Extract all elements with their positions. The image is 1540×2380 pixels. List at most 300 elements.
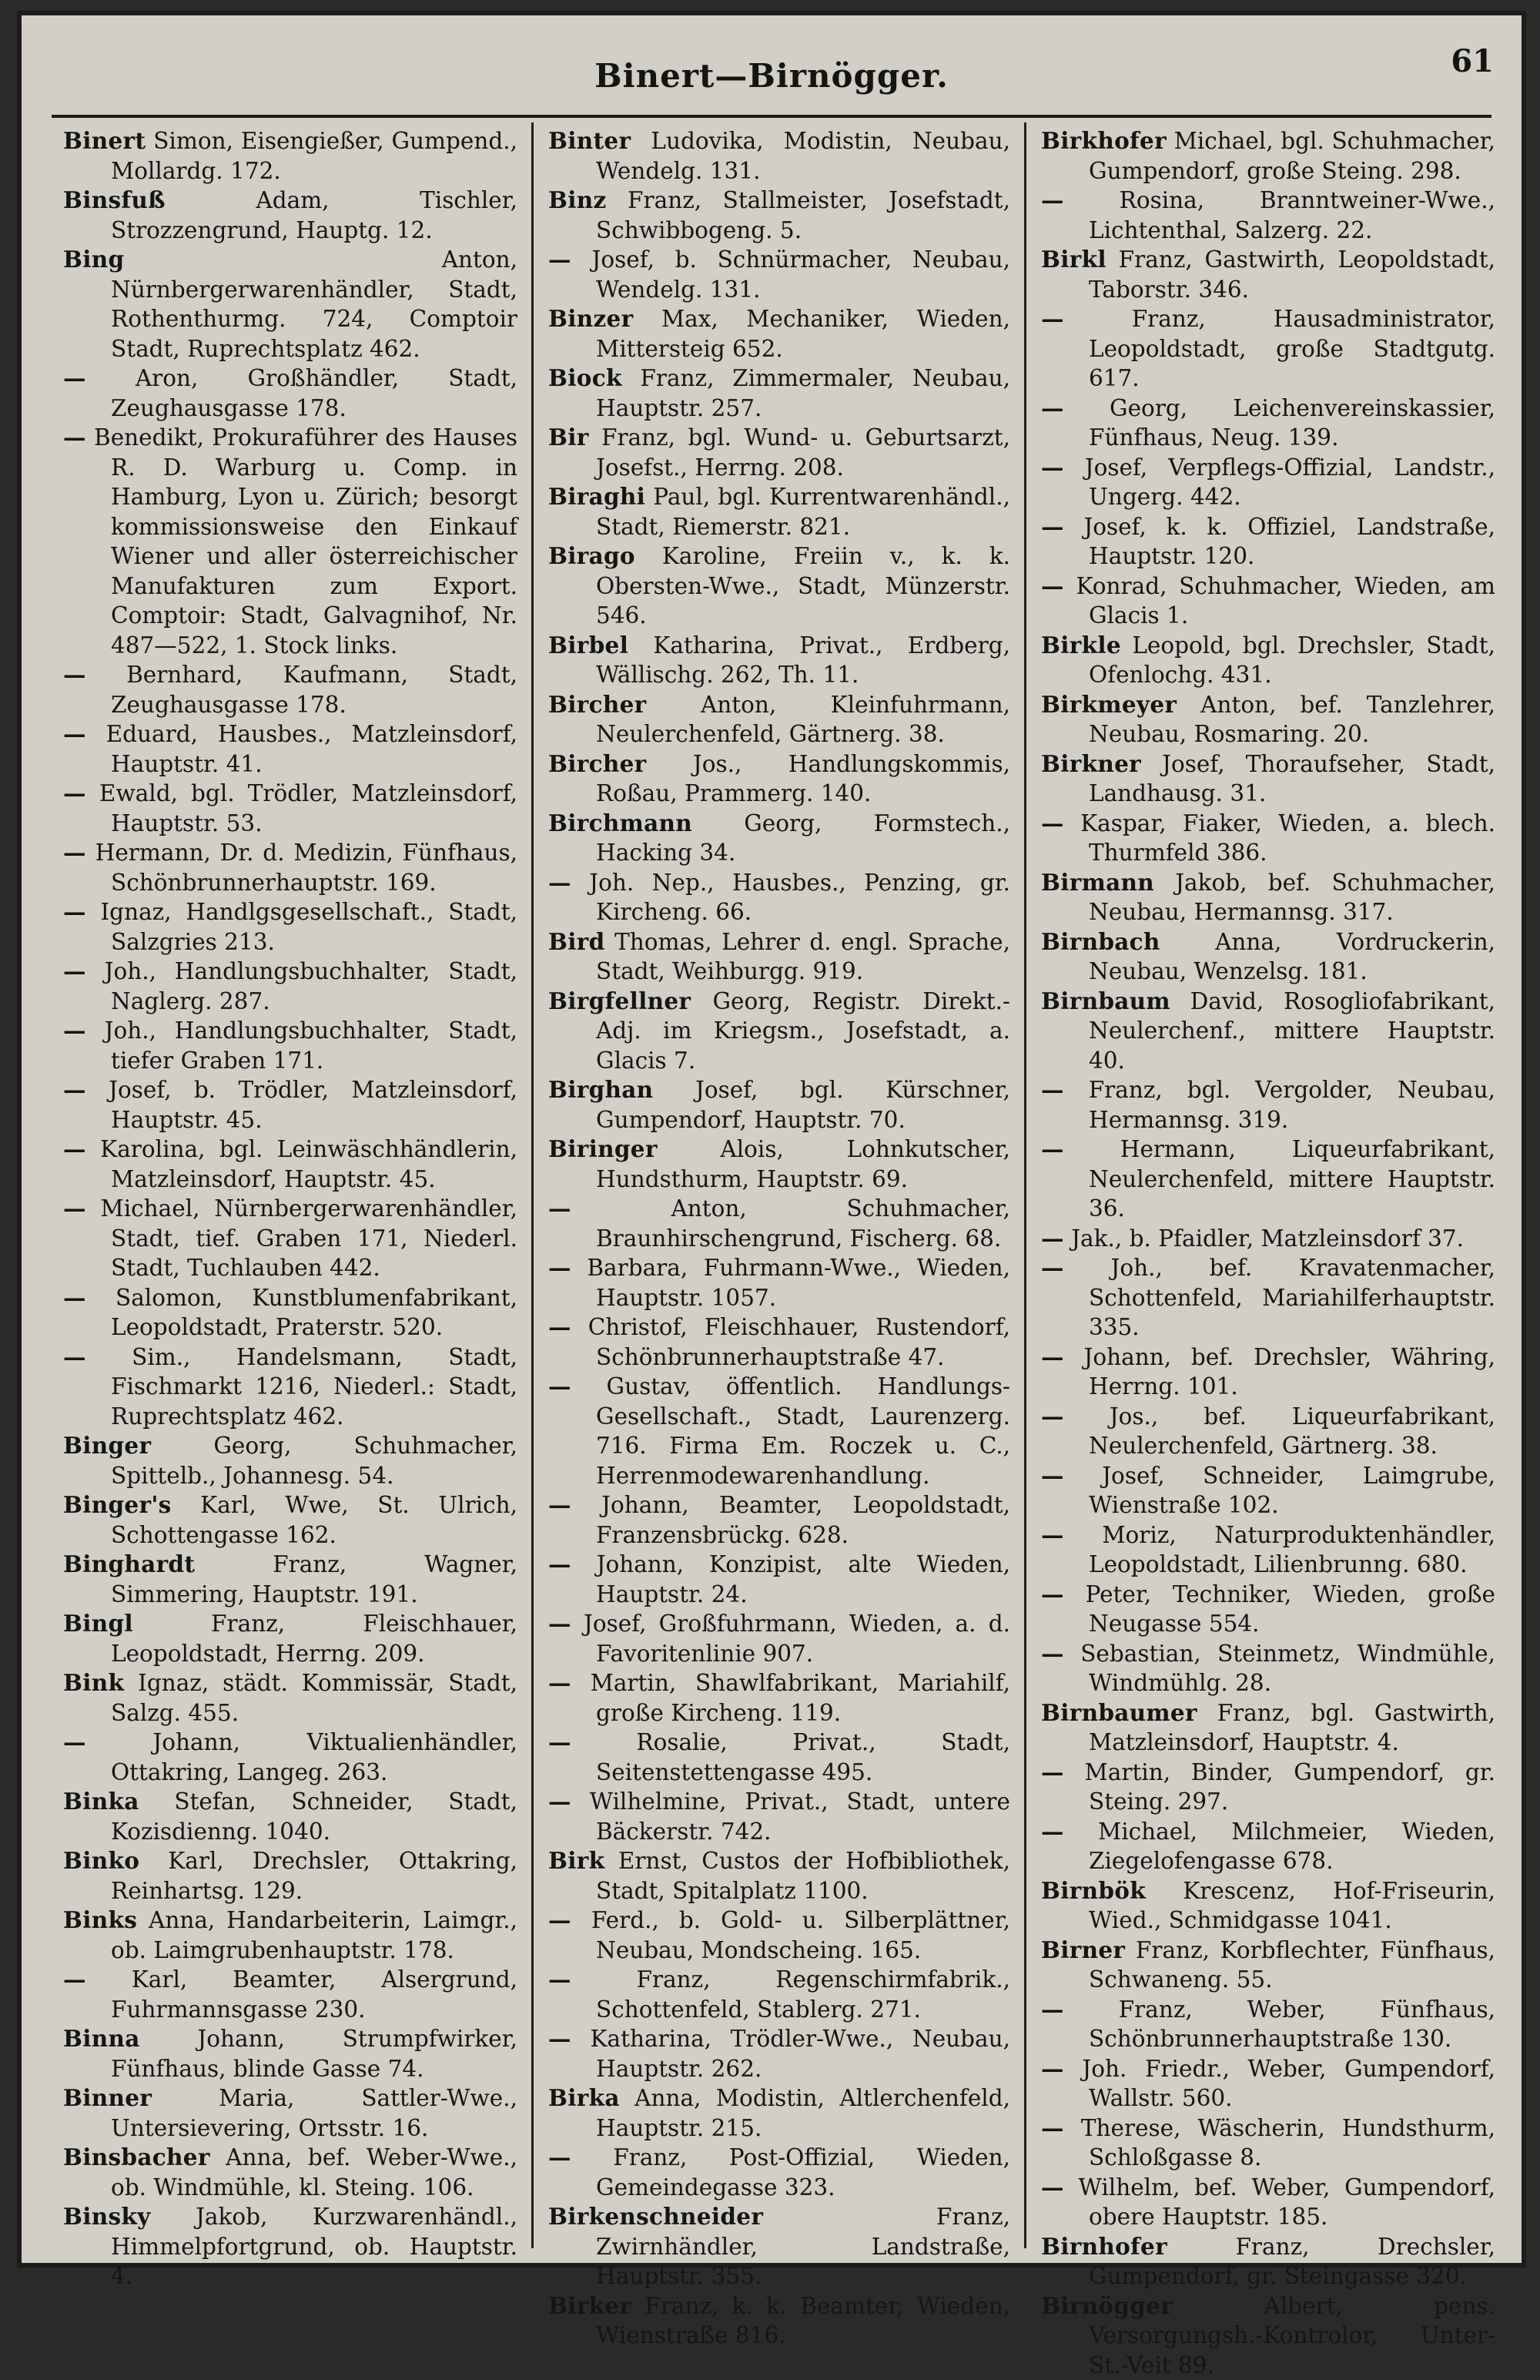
entry-surname: — [1041,1403,1064,1430]
entry-surname: Birnbök [1041,1877,1146,1904]
entry-surname: Birago [548,542,635,569]
entry-details: Franz, bgl. Gastwirth, Matzleinsdorf, Hauptstr. 4. [1089,1700,1495,1756]
entry-surname: — [63,1966,86,1993]
directory-entry [548,1135,1010,1194]
entry-surname: — [548,1788,571,1815]
entry-details: Joh., bef. Kravatenmacher, Schottenfeld, Mariahilferhauptstr. 335. [1089,1255,1495,1340]
entry-details: Anna, bef. Weber-Wwe., ob. Windmühle, kl. Steing. 106. [111,2144,517,2201]
directory-entry [548,2143,1010,2202]
entry-details: Michael, Milchmeier, Wieden, Ziegelofengasse 678. [1089,1819,1495,1875]
directory-entry [1041,1936,1495,1995]
entry-details: Johann, Strumpfwirker, Fünfhaus, blinde Gasse 74. [111,2026,517,2082]
entry-details: Adam, Tischler, Strozzengrund, Hauptg. 12. [111,187,517,243]
directory-entry [63,1194,517,1283]
directory-entry [63,660,517,719]
directory-entry [548,868,1010,927]
entry-details: Michael, Nürnbergerwarenhändler, Stadt, tief. Graben 171, Niederl. Stadt, Tuchlauben 442. [101,1195,518,1281]
directory-entry [548,1787,1010,1846]
entry-surname: — [548,1966,571,1993]
entry-surname: — [548,1906,571,1933]
directory-entry [1041,631,1495,690]
directory-entry [63,1550,517,1609]
directory-entry [548,2202,1010,2291]
entry-details: Franz, Hausadministrator, Leopoldstadt, große Stadtgutg. 617. [1089,306,1495,391]
entry-details: Albert, pens. Versorgungsh.-Kontrolor, Unter-St.-Veit 89. [1089,2293,1495,2378]
entry-details: Karl, Drechsler, Ottakring, Reinhartsg. 129. [111,1848,517,1904]
entry-surname: Birk [548,1847,604,1874]
entry-surname: — [1041,1996,1064,2023]
entry-details: Barbara, Fuhrmann-Wwe., Wieden, Hauptstr. 1057. [587,1255,1010,1311]
entry-surname: Birbel [548,632,628,659]
entry-details: Gustav, öffentlich. Handlungs-Gesellschaft., Stadt, Laurenzerg. 716. Firma Em. Roczek u. C., Herrenmodewarenhandlung. [596,1373,1010,1489]
entry-details: David, Rosogliofabrikant, Neulerchenf., mittere Hauptstr. 40. [1089,988,1495,1074]
directory-entry [1041,1995,1495,2054]
entry-surname: — [63,424,86,451]
entry-details: Bernhard, Kaufmann, Stadt, Zeughausgasse 178. [111,662,517,718]
column-1 [63,126,517,2244]
directory-entry [1041,245,1495,304]
entry-details: Anna, Handarbeiterin, Laimgr., ob. Laimgrubenhauptstr. 178. [111,1907,517,1963]
entry-surname: — [1041,1640,1064,1667]
entry-details: Karl, Beamter, Alsergrund, Fuhrmannsgasse 230. [111,1966,517,2023]
entry-details: Anton, Kleinfuhrmann, Neulerchenfeld, Gärtnerg. 38. [596,692,1010,748]
directory-entry [548,1550,1010,1609]
entry-surname: Birner [1041,1936,1125,1963]
directory-entry [1041,1758,1495,1817]
entry-surname: Binz [548,186,607,213]
entry-details: Sebastian, Steinmetz, Windmühle, Windmühlg. 28. [1080,1641,1495,1697]
entry-details: Ferd., b. Gold- u. Silberplättner, Neubau, Mondscheing. 165. [591,1907,1010,1963]
directory-entry [63,2202,517,2291]
page-header: Binert—Birnögger. [17,57,1526,95]
entry-surname: Birmann [1041,869,1154,896]
entry-details: Franz, Post-Offizial, Wieden, Gemeindegasse 323. [596,2144,1010,2201]
header-rule [52,115,1491,118]
entry-details: Karolina, bgl. Leinwäschhändlerin, Matzleinsdorf, Hauptstr. 45. [100,1136,517,1192]
entry-details: Alois, Lohnkutscher, Hundsthurm, Hauptstr. 69. [596,1136,1010,1192]
entry-surname: — [548,2144,571,2170]
entry-surname: Birkner [1041,750,1141,777]
directory-entry [63,1283,517,1343]
entry-surname: Binsbacher [63,2144,210,2170]
entry-surname: — [63,839,86,866]
directory-entry [1041,749,1495,809]
directory-entry [63,1135,517,1194]
entry-surname: Birkmeyer [1041,691,1177,718]
entry-details: Kaspar, Fiaker, Wieden, a. blech. Thurmfeld 386. [1080,810,1495,867]
entry-surname: — [63,1195,86,1222]
entry-surname: — [1041,572,1064,599]
entry-details: Peter, Techniker, Wieden, große Neugasse 554. [1086,1581,1495,1638]
directory-entry [1041,1461,1495,1520]
entry-details: Johann, bef. Drechsler, Währing, Herrng. 101. [1084,1344,1495,1400]
entry-surname: — [63,661,86,688]
directory-entry [63,364,517,423]
entry-surname: Birnbach [1041,928,1160,955]
entry-details: Josef, Großfuhrmann, Wieden, a. d. Favoritenlinie 907. [584,1611,1010,1667]
entry-surname: — [548,1669,571,1696]
directory-entry [548,1609,1010,1668]
directory-entry [1041,186,1495,245]
directory-entry [1041,1639,1495,1698]
directory-entry [548,809,1010,868]
entry-details: Georg, Registr. Direkt.-Adj. im Kriegsm., Josefstadt, a. Glacis 7. [596,988,1010,1074]
entry-details: Ewald, bgl. Trödler, Matzleinsdorf, Hauptstr. 53. [99,780,517,836]
entry-details: Benedikt, Prokuraführer des Hauses R. D. Warburg u. Comp. in Hamburg, Lyon u. Zürich; besorgt kommissionsweise den Einkauf Wiener und aller österreichischer Manufakturen zum Export. Comptoir: Stadt, Galvagnihof, Nr. 487—522, 1. Stock links. [94,424,517,659]
entry-surname: — [1041,1343,1064,1370]
entry-details: Sim., Handelsmann, Stadt, Fischmarkt 1216, Niederl.: Stadt, Ruprechtsplatz 462. [111,1344,517,1430]
entry-details: Katharina, Privat., Erdberg, Wällischg. 262, Th. 11. [596,632,1010,689]
directory-entry [63,245,517,364]
entry-surname: Birnhofer [1041,2233,1167,2260]
entry-details: Franz, Gastwirth, Leopoldstadt, Taborstr. 346. [1089,246,1495,303]
entry-surname: Bingl [63,1610,133,1637]
entry-surname: — [63,1135,86,1162]
entry-surname: Binert [63,127,146,154]
directory-entry [1041,2232,1495,2291]
directory-entry [63,1965,517,2024]
directory-entry [548,631,1010,690]
entry-surname: — [1041,1135,1064,1162]
entry-details: Josef, Verpflegs-Offizial, Landstr., Ungerg. 442. [1085,454,1495,511]
directory-entry [63,897,517,957]
entry-surname: — [1041,1076,1064,1103]
entry-surname: Birkle [1041,632,1121,659]
entry-details: Jakob, bef. Schuhmacher, Neubau, Hermannsg. 317. [1089,870,1495,926]
entry-surname: — [1041,1818,1064,1845]
entry-surname: — [1041,394,1064,421]
entry-surname: — [1041,454,1064,481]
entry-surname: — [1041,810,1064,836]
directory-entry [548,1668,1010,1728]
directory-entry [548,690,1010,749]
entry-surname: Bink [63,1669,124,1696]
entry-details: Josef, Schneider, Laimgrube, Wienstraße 102. [1089,1463,1495,1519]
directory-entry [63,1787,517,1846]
entry-details: Katharina, Trödler-Wwe., Neubau, Hauptstr. 262. [590,2026,1010,2082]
directory-entry [548,1906,1010,1965]
entry-surname: Bircher [548,691,647,718]
directory-entry [63,1431,517,1490]
directory-entry [63,126,517,186]
directory-entry [63,1906,517,1965]
entry-details: Christof, Fleischhauer, Rustendorf, Schönbrunnerhauptstraße 47. [588,1314,1010,1370]
directory-entry [548,364,1010,423]
directory-entry [548,987,1010,1076]
directory-entry [548,304,1010,364]
entry-details: Karl, Wwe, St. Ulrich, Schottengasse 162. [111,1492,517,1548]
entry-surname: — [548,869,571,896]
directory-entry [548,2291,1010,2351]
directory-entry [548,1965,1010,2024]
entry-surname: Bing [63,246,124,273]
directory-entry [63,779,517,838]
directory-entry [548,2024,1010,2083]
entry-details: Wilhelmine, Privat., Stadt, untere Bäckerstr. 742. [590,1788,1010,1845]
directory-entry [548,245,1010,304]
directory-entry [1041,572,1495,631]
entry-details: Stefan, Schneider, Stadt, Kozisdienng. 1040. [111,1788,517,1845]
entry-details: Franz, bgl. Vergolder, Neubau, Hermannsg. 319. [1089,1077,1495,1133]
entry-details: Franz, Wagner, Simmering, Hauptstr. 191. [111,1551,517,1607]
entry-surname: Bircher [548,750,647,777]
entry-surname: Birkenschneider [548,2203,763,2230]
entry-details: Martin, Binder, Gumpendorf, gr. Steing. 297. [1085,1759,1495,1815]
entry-details: Georg, Schuhmacher, Spittelb., Johannesg. 54. [111,1433,517,1489]
entry-surname: Birker [548,2292,631,2319]
entry-surname: Binna [63,2025,140,2052]
directory-entry [1041,1343,1495,1402]
directory-entry [63,1609,517,1668]
entry-surname: — [548,1195,571,1222]
directory-entry [1041,1817,1495,1876]
entry-surname: Birkhofer [1041,127,1167,154]
entry-details: Johann, Konzipist, alte Wieden, Hauptstr. 24. [596,1551,1010,1607]
entry-surname: — [63,1017,86,1044]
directory-entry [1041,987,1495,1076]
entry-details: Franz, Korbflechter, Fünfhaus, Schwaneng. 55. [1089,1937,1495,1993]
entry-surname: Birghan [548,1076,653,1103]
entry-details: Thomas, Lehrer d. engl. Sprache, Stadt, Weihburgg. 919. [596,929,1010,985]
entry-surname: — [63,898,86,925]
directory-entry [63,957,517,1016]
directory-entry [548,1253,1010,1312]
directory-entry [1041,126,1495,186]
entry-details: Josef, b. Schnürmacher, Neubau, Wendelg. 131. [592,246,1010,303]
entry-surname: Biock [548,364,622,391]
entry-surname: Biraghi [548,483,645,510]
directory-entry [1041,2173,1495,2232]
entry-surname: — [1041,2174,1064,2201]
entry-surname: Binter [548,127,631,154]
directory-entry [548,186,1010,245]
entry-surname: — [1041,1225,1064,1252]
entry-surname: — [1041,186,1064,213]
entry-surname: Bir [548,424,589,451]
directory-entry [548,1312,1010,1372]
entry-details: Rosalie, Privat., Stadt, Seitenstettengasse 495. [596,1729,1010,1785]
entry-surname: Binger's [63,1491,172,1518]
directory-entry [63,1075,517,1135]
directory-entry [1041,394,1495,453]
directory-entry [63,1343,517,1432]
entry-surname: Birnögger [1041,2292,1173,2319]
entry-surname: — [1041,1758,1064,1785]
column-divider [1024,122,1026,2248]
entry-surname: — [548,1254,571,1281]
entry-surname: Birka [548,2084,620,2111]
entry-details: Anna, Vordruckerin, Neubau, Wenzelsg. 181. [1089,929,1495,985]
directory-entry [63,186,517,245]
entry-details: Martin, Shawlfabrikant, Mariahilf, große Kircheng. 119. [591,1670,1010,1726]
entry-details: Josef, Thoraufseher, Stadt, Landhausg. 31. [1089,751,1495,807]
entry-details: Franz, k. k. Beamter, Wieden, Wienstraße 816. [596,2293,1010,2349]
directory-entry [63,1016,517,1075]
column-3 [1041,126,1495,2244]
entry-details: Eduard, Hausbes., Matzleinsdorf, Hauptstr. 41. [106,721,517,777]
entry-surname: — [63,1284,86,1311]
entry-surname: Birnbaum [1041,987,1170,1014]
entry-details: Michael, bgl. Schuhmacher, Gumpendorf, große Steing. 298. [1089,128,1495,184]
entry-details: Franz, Stallmeister, Josefstadt, Schwibbogeng. 5. [596,187,1010,243]
entry-surname: Birkl [1041,246,1106,273]
entry-details: Franz, Zwirnhändler, Landstraße, Hauptstr. 355. [596,2204,1010,2289]
directory-entry [63,2024,517,2083]
entry-details: Therese, Wäscherin, Hundsthurm, Schloßgasse 8. [1081,2115,1495,2171]
page-number: 61 [1451,43,1494,79]
entry-details: Josef, bgl. Kürschner, Gumpendorf, Hauptstr. 70. [596,1077,1010,1133]
entry-details: Ignaz, Handlgsgesellschaft., Stadt, Salzgries 213. [101,899,517,955]
directory-entry [1041,1698,1495,1758]
directory-entry [1041,2291,1495,2380]
entry-details: Hermann, Liqueurfabrikant, Neulerchenfeld, mittere Hauptstr. 36. [1089,1136,1495,1222]
entry-details: Rosina, Branntweiner-Wwe., Lichtenthal, Salzerg. 22. [1089,187,1495,243]
entry-details: Anton, bef. Tanzlehrer, Neubau, Rosmaring. 20. [1089,692,1495,748]
entry-details: Franz, bgl. Wund- u. Geburtsarzt, Josefst., Herrng. 208. [596,424,1010,481]
entry-details: Wilhelm, bef. Weber, Gumpendorf, obere Hauptstr. 185. [1079,2174,1495,2231]
directory-entry [548,749,1010,809]
entry-surname: — [548,1610,571,1637]
entry-surname: Binks [63,1906,137,1933]
entry-surname: — [1041,2055,1064,2082]
entry-details: Max, Mechaniker, Wieden, Mittersteig 652. [596,306,1010,362]
directory-entry [548,2083,1010,2143]
directory-entry [1041,512,1495,572]
entry-details: Moriz, Naturproduktenhändler, Leopoldstadt, Lilienbrunng. 680. [1089,1522,1495,1578]
directory-entry [548,541,1010,631]
directory-entry [548,1490,1010,1550]
entry-surname: Binka [63,1788,139,1815]
entry-surname: — [63,1076,86,1103]
directory-entry [1041,304,1495,394]
column-2 [548,126,1010,2244]
entry-surname: Birnbaumer [1041,1699,1197,1726]
directory-entry [1041,1402,1495,1461]
entry-details: Ignaz, städt. Kommissär, Stadt, Salzg. 455. [111,1670,517,1726]
directory-entry [548,1372,1010,1490]
entry-details: Franz, Regenschirmfabrik., Schottenfeld, Stablerg. 271. [596,1966,1010,2023]
entry-details: Salomon, Kunstblumenfabrikant, Leopoldstadt, Praterstr. 520. [111,1285,517,1341]
entry-surname: Binner [63,2084,152,2111]
entry-surname: Binzer [548,305,633,332]
entry-surname: — [63,957,86,984]
entry-surname: — [63,1728,86,1755]
directory-entry [63,1668,517,1728]
entry-surname: — [63,720,86,747]
directory-entry [548,1194,1010,1253]
entry-surname: Binghardt [63,1550,195,1577]
entry-details: Joh. Friedr., Weber, Gumpendorf, Wallstr. 560. [1082,2056,1495,2112]
directory-entry [1041,809,1495,868]
entry-details: Franz, Drechsler, Gumpendorf, gr. Steingasse 320. [1089,2234,1495,2290]
directory-entry [1041,1580,1495,1639]
entry-details: Franz, Zimmermaler, Neubau, Hauptstr. 257. [596,365,1010,421]
directory-entry [1041,927,1495,987]
entry-details: Krescenz, Hof-Friseurin, Wied., Schmidgasse 1041. [1089,1878,1495,1934]
entry-surname: — [1041,2114,1064,2141]
column-divider [531,122,534,2248]
entry-surname: — [548,2025,571,2052]
entry-details: Anton, Schuhmacher, Braunhirschengrund, Fischerg. 68. [596,1195,1010,1252]
entry-details: Johann, Beamter, Leopoldstadt, Franzensbrückg. 628. [596,1492,1010,1548]
entry-surname: — [63,1343,86,1370]
entry-details: Leopold, bgl. Drechsler, Stadt, Ofenlochg. 431. [1089,632,1495,689]
entry-surname: — [1041,513,1064,540]
entry-surname: Bird [548,928,605,955]
entry-details: Jos., bef. Liqueurfabrikant, Neulerchenfeld, Gärtnerg. 38. [1089,1403,1495,1460]
directory-entry [63,838,517,897]
directory-entry [63,2143,517,2202]
directory-entry [63,1490,517,1550]
entry-details: Georg, Leichenvereinskassier, Fünfhaus, Neug. 139. [1089,395,1495,451]
directory-entry [63,423,517,660]
entry-surname: — [63,779,86,806]
directory-entry [1041,453,1495,512]
entry-details: Johann, Viktualienhändler, Ottakring, Langeg. 263. [111,1729,517,1785]
entry-details: Karoline, Freiin v., k. k. Obersten-Wwe., Stadt, Münzerstr. 546. [596,543,1010,629]
entry-surname: — [1041,305,1064,332]
directory-entry [63,1728,517,1787]
entry-surname: — [548,1313,571,1340]
entry-details: Maria, Sattler-Wwe., Untersievering, Ortsstr. 16. [111,2085,517,2141]
directory-entry [1041,868,1495,927]
entry-surname: — [548,1728,571,1755]
directory-page [17,11,1526,2268]
entry-details: Franz, Fleischhauer, Leopoldstadt, Herrng. 209. [111,1611,517,1667]
entry-details: Jakob, Kurzwarenhändl., Himmelpfortgrund, ob. Hauptstr. 4. [111,2204,517,2289]
entry-surname: — [1041,1581,1064,1607]
entry-details: Aron, Großhändler, Stadt, Zeughausgasse 178. [111,365,517,421]
entry-details: Jos., Handlungskommis, Roßau, Prammerg. 140. [596,751,1010,807]
directory-entry [63,2083,517,2143]
directory-entry [1041,2114,1495,2173]
directory-entry [548,1075,1010,1135]
entry-surname: Birchmann [548,810,692,836]
entry-surname: Birgfellner [548,987,691,1014]
entry-surname: — [548,1373,571,1400]
entry-surname: — [1041,1521,1064,1548]
entry-surname: Biringer [548,1135,658,1162]
entry-details: Ernst, Custos der Hofbibliothek, Stadt, Spitalplatz 1100. [596,1848,1010,1904]
entry-surname: Binsky [63,2203,151,2230]
directory-entry [63,1846,517,1906]
entry-surname: — [63,364,86,391]
entry-surname: — [1041,1254,1064,1281]
entry-surname: — [548,1550,571,1577]
entry-details: Joh. Nep., Hausbes., Penzing, gr. Kircheng. 66. [589,870,1010,926]
directory-entry [1041,1075,1495,1135]
entry-details: Anna, Modistin, Altlerchenfeld, Hauptstr. 215. [596,2085,1010,2141]
directory-entry [1041,1520,1495,1580]
directory-entry [548,126,1010,186]
entry-surname: — [1041,1462,1064,1489]
directory-entry [548,1846,1010,1906]
entry-details: Anton, Nürnbergerwarenhändler, Stadt, Rothenthurmg. 724, Comptoir Stadt, Ruprechtsplatz 462. [111,246,517,362]
entry-details: Paul, bgl. Kurrentwarenhändl., Stadt, Riemerstr. 821. [596,484,1010,540]
entry-surname: Binsfuß [63,186,166,213]
directory-entry [1041,2054,1495,2114]
entry-surname: Binger [63,1432,151,1459]
entry-surname: Binko [63,1847,139,1874]
entry-details: Ludovika, Modistin, Neubau, Wendelg. 131. [596,128,1010,184]
directory-entry [1041,1876,1495,1936]
entry-details: Simon, Eisengießer, Gumpend., Mollardg. 172. [111,128,517,184]
directory-entry [548,927,1010,987]
entry-details: Hermann, Dr. d. Medizin, Fünfhaus, Schönbrunnerhauptstr. 169. [95,840,517,896]
entry-details: Josef, k. k. Offiziel, Landstraße, Hauptstr. 120. [1083,514,1495,570]
directory-entry [548,1728,1010,1787]
entry-surname: — [548,1491,571,1518]
